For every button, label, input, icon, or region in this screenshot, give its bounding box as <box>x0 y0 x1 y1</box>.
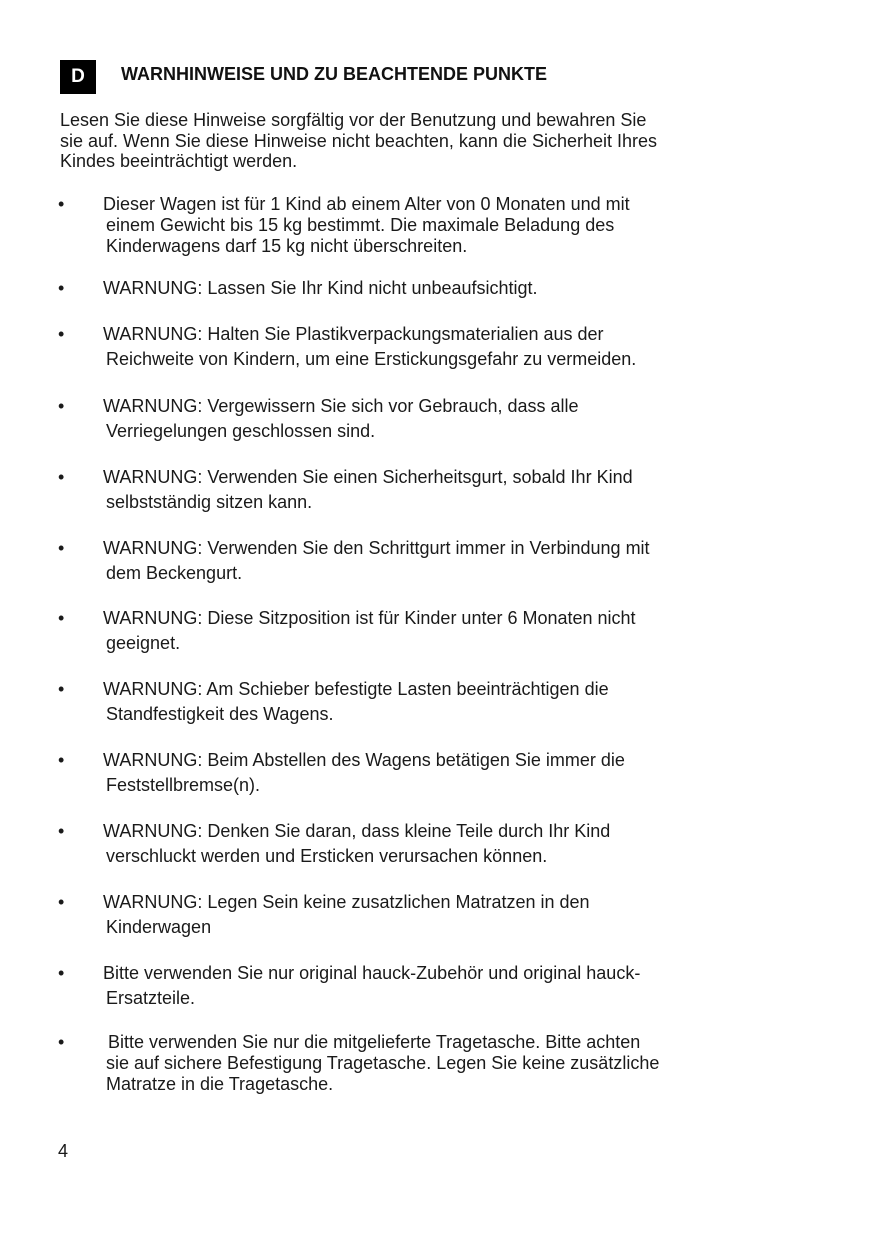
bullet-icon: • <box>58 892 65 912</box>
item-text-continuation <box>106 773 260 797</box>
item-text-line: WARNUNG: Legen Sein keine zusatzlichen Matratzen in den <box>103 892 590 912</box>
bullet-icon: • <box>58 821 65 841</box>
item-text-line: einem Gewicht bis 15 kg bestimmt. Die maximale Beladung des <box>106 215 615 235</box>
item-text-line: WARNUNG: Am Schieber befestigte Lasten beeinträchtigen die <box>103 679 609 699</box>
item-text-line: Kinderwagen <box>106 917 212 937</box>
item-text-line: Kinderwagens darf 15 kg nicht überschreiten. <box>106 236 468 256</box>
item-text-line: WARNUNG: Beim Abstellen des Wagens betätigen Sie immer die <box>103 750 625 770</box>
item-text-line: sie auf sichere Befestigung Tragetasche. Legen Sie keine zusätzliche <box>106 1053 660 1073</box>
intro-line: Lesen Sie diese Hinweise sorgfältig vor der Benutzung und bewahren Sie <box>60 110 647 130</box>
item-text-line: verschluckt werden und Ersticken verursachen können. <box>106 846 548 866</box>
item-text-line: Ersatzteile. <box>106 988 196 1008</box>
bullet-icon: • <box>58 324 65 344</box>
item-text-continuation <box>106 347 636 371</box>
item-text-line: Bitte verwenden Sie nur die mitgelieferte Tragetasche. Bitte achten <box>103 1032 641 1052</box>
item-text-continuation <box>106 215 614 257</box>
bullet-icon: • <box>58 608 65 628</box>
item-text-continuation <box>106 1053 659 1095</box>
item-text-continuation <box>106 490 312 514</box>
item-text-line: WARNUNG: Vergewissern Sie sich vor Gebrauch, dass alle <box>103 396 579 416</box>
item-text-line: WARNUNG: Lassen Sie Ihr Kind nicht unbeaufsichtigt. <box>103 278 538 298</box>
intro-line: sie auf. Wenn Sie diese Hinweise nicht beachten, kann die Sicherheit Ihres <box>60 130 658 151</box>
item-text-line: Dieser Wagen ist für 1 Kind ab einem Alter von 0 Monaten und mit <box>103 194 630 214</box>
bullet-icon: • <box>58 679 65 699</box>
item-text-continuation <box>106 561 242 585</box>
language-badge: D <box>60 60 96 94</box>
item-text-line: Matratze in die Tragetasche. <box>106 1074 334 1094</box>
item-text-line: selbstständig sitzen kann. <box>106 492 313 512</box>
item-text-continuation <box>106 631 180 655</box>
bullet-icon: • <box>58 396 65 416</box>
item-text-continuation <box>106 915 211 939</box>
item-text-line: geeignet. <box>106 633 181 653</box>
item-text-line: WARNUNG: Diese Sitzposition ist für Kinder unter 6 Monaten nicht <box>103 608 636 628</box>
intro-line: Kindes beeinträchtigt werden. <box>60 151 298 171</box>
bullet-icon: • <box>58 278 65 298</box>
item-text-line: WARNUNG: Halten Sie Plastikverpackungsmaterialien aus der <box>103 324 604 344</box>
bullet-icon: • <box>58 194 65 214</box>
item-text-line: Verriegelungen geschlossen sind. <box>106 421 376 441</box>
item-text-continuation <box>106 702 333 726</box>
item-text-line: Reichweite von Kindern, um eine Erstickungsgefahr zu vermeiden. <box>106 349 637 369</box>
item-text-continuation <box>106 419 375 443</box>
item-text-line: Feststellbremse(n). <box>106 775 261 795</box>
item-text-continuation <box>106 986 195 1010</box>
item-text-line: WARNUNG: Verwenden Sie den Schrittgurt immer in Verbindung mit <box>103 538 650 558</box>
item-text-line: WARNUNG: Denken Sie daran, dass kleine Teile durch Ihr Kind <box>103 821 611 841</box>
bullet-icon: • <box>58 467 65 487</box>
item-text-line: dem Beckengurt. <box>106 563 243 583</box>
bullet-icon: • <box>58 1032 65 1052</box>
item-text-continuation <box>106 844 547 868</box>
item-text-line: WARNUNG: Verwenden Sie einen Sicherheitsgurt, sobald Ihr Kind <box>103 467 633 487</box>
section-title: WARNHINWEISE UND ZU BEACHTENDE PUNKTE <box>121 64 548 84</box>
bullet-icon: • <box>58 750 65 770</box>
bullet-icon: • <box>58 538 65 558</box>
item-text-line: Standfestigkeit des Wagens. <box>106 704 334 724</box>
bullet-icon: • <box>58 963 65 983</box>
page-number: 4 <box>58 1141 69 1161</box>
item-text-line: Bitte verwenden Sie nur original hauck-Zubehör und original hauck- <box>103 963 641 983</box>
